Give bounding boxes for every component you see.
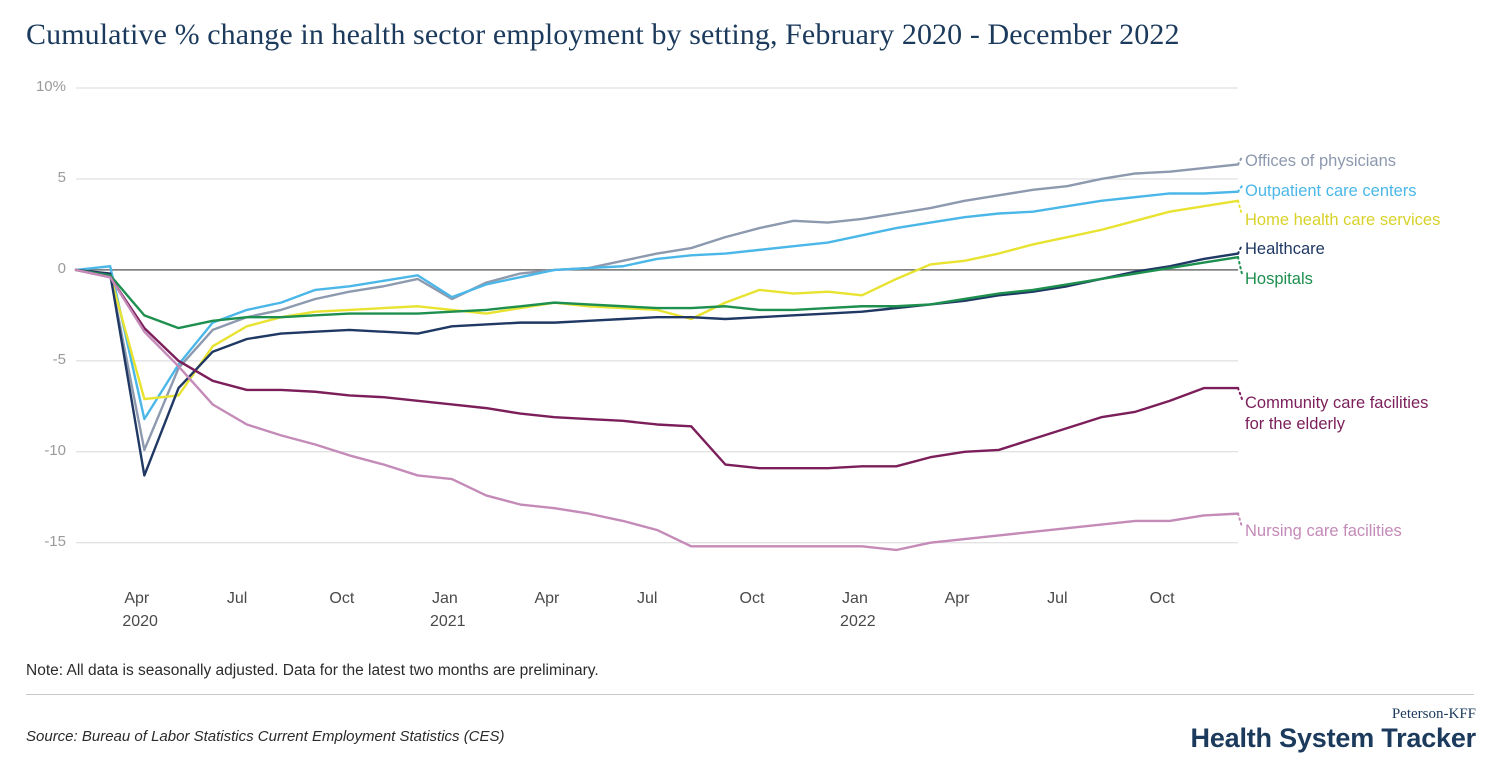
series-line bbox=[76, 254, 1238, 476]
series-label: Hospitals bbox=[1245, 270, 1313, 288]
series-line bbox=[76, 201, 1238, 399]
series-line bbox=[76, 270, 1238, 550]
series-label: Nursing care facilities bbox=[1245, 522, 1402, 540]
x-axis-year-label: 2022 bbox=[840, 613, 876, 630]
y-axis-tick: 10% bbox=[35, 78, 66, 95]
series-leader-line bbox=[1238, 514, 1242, 527]
series-line bbox=[76, 270, 1238, 468]
y-axis-tick: -15 bbox=[44, 532, 66, 550]
x-axis-tick: Apr bbox=[124, 590, 150, 607]
x-axis-tick: Oct bbox=[329, 590, 355, 607]
x-axis-tick: Jul bbox=[1047, 590, 1068, 607]
series-leader-line bbox=[1238, 388, 1242, 399]
brand-logo bbox=[1191, 706, 1476, 754]
x-axis-tick: Jan bbox=[842, 590, 868, 607]
series-label: Offices of physicians bbox=[1245, 152, 1397, 170]
series-label: Community care facilities bbox=[1245, 394, 1429, 412]
chart-note: Note: All data is seasonally adjusted. Data for the latest two months are preliminary. bbox=[26, 662, 599, 679]
series-label: Home health care services bbox=[1245, 211, 1441, 229]
series-leader-line bbox=[1238, 201, 1242, 215]
series-leader-line bbox=[1238, 157, 1242, 164]
series-label: Outpatient care centers bbox=[1245, 182, 1417, 200]
chart-source: Source: Bureau of Labor Statistics Current Employment Statistics (CES) bbox=[26, 728, 505, 745]
x-axis-tick: Oct bbox=[739, 590, 765, 607]
x-axis-year-label: 2020 bbox=[122, 613, 158, 630]
note-divider bbox=[26, 694, 1474, 695]
series-line bbox=[76, 192, 1238, 419]
x-axis-tick: Apr bbox=[944, 590, 970, 607]
y-axis-tick: 5 bbox=[57, 168, 66, 186]
series-label: for the elderly bbox=[1245, 415, 1345, 433]
series-label: Healthcare bbox=[1245, 240, 1325, 258]
brand-main-text: Health System Tracker bbox=[1190, 722, 1476, 753]
x-axis-tick: Jul bbox=[226, 590, 248, 607]
series-leader-line bbox=[1238, 245, 1242, 254]
y-axis-tick: -5 bbox=[52, 350, 66, 368]
y-axis-tick: 0 bbox=[57, 259, 66, 277]
y-axis-tick: -10 bbox=[44, 441, 66, 459]
x-axis-year-label: 2021 bbox=[429, 613, 466, 630]
series-leader-line bbox=[1238, 257, 1242, 274]
x-axis-tick: Jan bbox=[431, 590, 458, 607]
series-line bbox=[76, 164, 1238, 450]
page-title: Cumulative % change in health sector employment by setting, February 2020 - December 2022 bbox=[26, 18, 1180, 51]
x-axis-tick: Oct bbox=[1149, 590, 1175, 607]
series-leader-line bbox=[1238, 186, 1242, 192]
series-line bbox=[76, 257, 1238, 328]
x-axis-tick: Apr bbox=[534, 590, 560, 607]
brand-top-text: Peterson-KFF bbox=[1391, 706, 1476, 722]
x-axis-tick: Jul bbox=[637, 590, 658, 607]
